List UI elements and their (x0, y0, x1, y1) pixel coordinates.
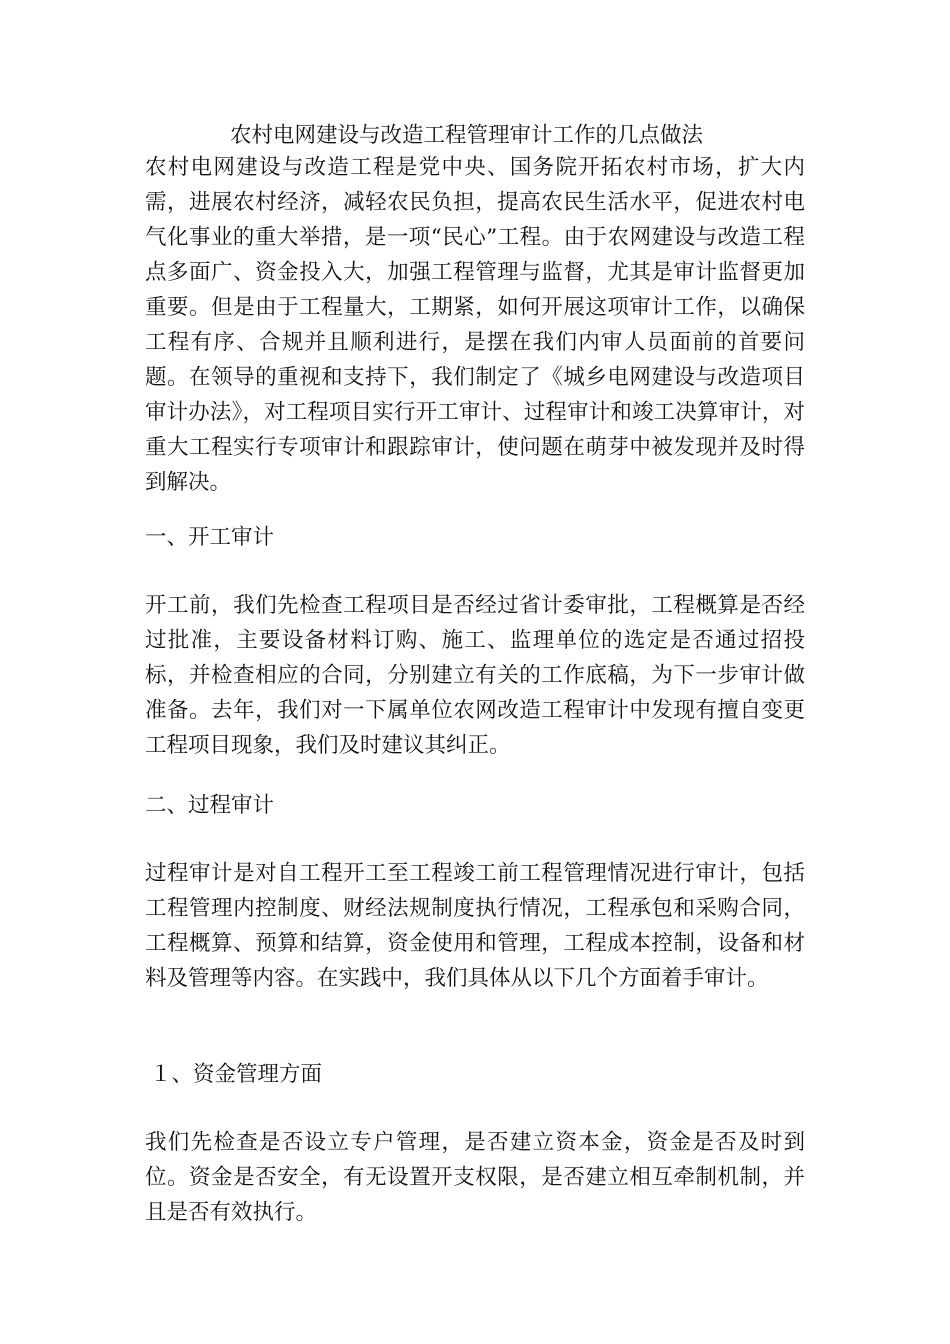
section-start-audit-paragraph: 开工前，我们先检查工程项目是否经过省计委审批，工程概算是否经过批准，主要设备材料订购、施工、监理单位的选定是否通过招投标，并检查相应的合同，分别建立有关的工作底稿，为下一步审计做准备。去年，我们对一下属单位农网改造工程审计中发现有擅自变更工程项目现象，我们及时建议其纠正。 (145, 593, 805, 758)
section-heading-start-audit: 一、开工审计 (145, 525, 275, 550)
section-process-audit-paragraph: 过程审计是对自工程开工至工程竣工前工程管理情况进行审计，包括工程管理内控制度、财经法规制度执行情况，工程承包和采购合同，工程概算、预算和结算，资金使用和管理，工程成本控制，设备和材料及管理等内容。在实践中，我们具体从以下几个方面着手审计。 (145, 861, 805, 991)
document-title: 农村电网建设与改造工程管理审计工作的几点做法 (230, 123, 704, 148)
subsection-heading-funds: １、资金管理方面 (150, 1062, 323, 1087)
section-heading-process-audit: 二、过程审计 (145, 793, 275, 818)
intro-paragraph: 农村电网建设与改造工程是党中央、国务院开拓农村市场，扩大内需，进展农村经济，减轻农民负担，提高农民生活水平，促进农村电气化事业的重大举措，是一项“民心”工程。由于农网建设与改造工程点多面广、资金投入大，加强工程管理与监督，尤其是审计监督更加重要。但是由于工程量大，工期紧，如何开展这项审计工作，以确保工程有序、合规并且顺利进行，是摆在我们内审人员面前的首要问题。在领导的重视和支持下，我们制定了《城乡电网建设与改造项目审计办法》，对工程项目实行开工审计、过程审计和竣工决算审计，对重大工程实行专项审计和跟踪审计，使问题在萌芽中被发现并及时得到解决。 (145, 155, 805, 495)
subsection-funds-paragraph: 我们先检查是否设立专户管理，是否建立资本金，资金是否及时到位。资金是否安全，有无设置开支权限，是否建立相互牵制机制，并且是否有效执行。 (145, 1130, 805, 1225)
